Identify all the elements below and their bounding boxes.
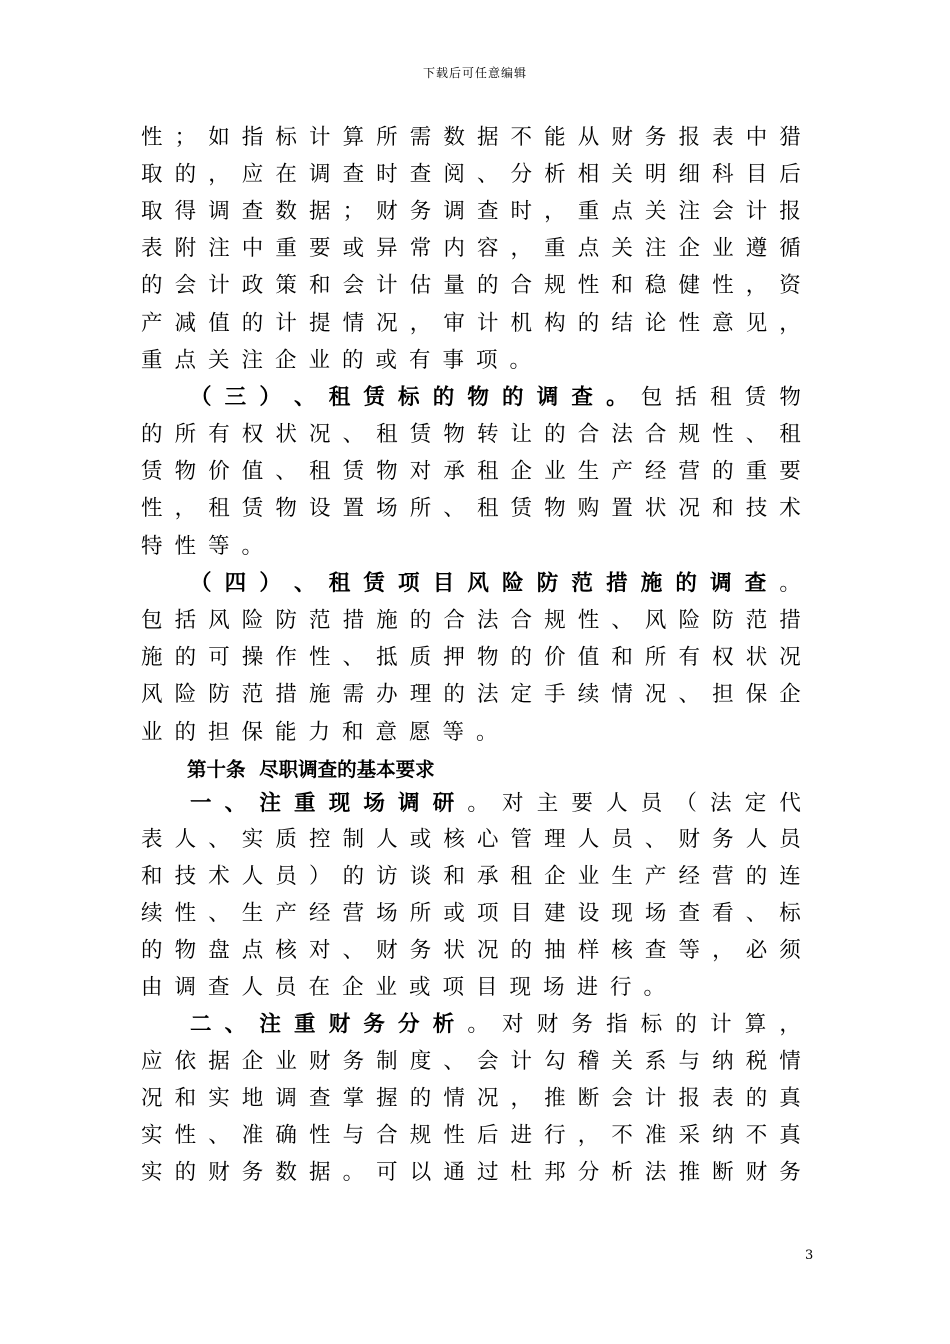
page-number: 3: [805, 1248, 814, 1263]
body-line: 取 的 ， 应 在 调 查 时 查 阅 、 分 析 相 关 明 细 科 目 后: [141, 162, 801, 187]
body-line: 特性等。: [141, 534, 276, 559]
section-heading-line: 一 、 注 重 现 场 调 研 。 对 主 要 人 员 （ 法 定 代: [190, 791, 801, 816]
body-line: 的 会 计 政 策 和 会 计 估 量 的 合 规 性 和 稳 健 性 ， 资: [141, 273, 801, 298]
page-header: 下载后可任意编辑: [422, 66, 527, 80]
body-line: 应 依 据 企 业 财 务 制 度 、 会 计 勾 稽 关 系 与 纳 税 情: [141, 1049, 801, 1074]
body-line: 实 性 、 准 确 性 与 合 规 性 后 进 行 ， 不 准 采 纳 不 真: [141, 1123, 801, 1148]
body-line: 重点关注企业的或有事项。: [141, 348, 544, 373]
article-heading: 第十条 尽职调查的基本要求: [187, 758, 435, 781]
body-line: 续 性 、 生 产 经 营 场 所 或 项 目 建 设 现 场 查 看 、 标: [141, 901, 801, 926]
body-line: 况 和 实 地 调 查 掌 握 的 情 况 ， 推 断 会 计 报 表 的 真: [141, 1086, 801, 1111]
body-line: 赁 物 价 值 、 租 赁 物 对 承 租 企 业 生 产 经 营 的 重 要: [141, 459, 801, 484]
body-line: 施 的 可 操 作 性 、 抵 质 押 物 的 价 值 和 所 有 权 状 况: [141, 645, 801, 670]
body-line: 性 ， 租 赁 物 设 置 场 所 、 租 赁 物 购 置 状 况 和 技 术: [141, 496, 801, 521]
body-line: 产 减 值 的 计 提 情 况 ， 审 计 机 构 的 结 论 性 意 见 ，: [141, 311, 801, 336]
body-line: 风 险 防 范 措 施 需 办 理 的 法 定 手 续 情 况 、 担 保 企: [141, 682, 801, 707]
body-line: 和 技 术 人 员 ） 的 访 谈 和 承 租 企 业 生 产 经 营 的 连: [141, 864, 801, 889]
body-line: 包 括 风 险 防 范 措 施 的 合 法 合 规 性 、 风 险 防 范 措: [141, 608, 801, 633]
body-line: 表 附 注 中 重 要 或 异 常 内 容 ， 重 点 关 注 企 业 遵 循: [141, 236, 801, 261]
section-heading-line: （ 四 ） 、 租 赁 项 目 风 险 防 范 措 施 的 调 查 。: [190, 571, 801, 596]
body-line: 表 人 、 实 质 控 制 人 或 核 心 管 理 人 员 、 财 务 人 员: [141, 827, 801, 852]
body-line: 取 得 调 查 数 据 ； 财 务 调 查 时 ， 重 点 关 注 会 计 报: [141, 199, 801, 224]
body-line: 的 物 盘 点 核 对 、 财 务 状 况 的 抽 样 核 查 等 ， 必 须: [141, 938, 801, 963]
body-line: 实 的 财 务 数 据 。 可 以 通 过 杜 邦 分 析 法 推 断 财 务: [141, 1160, 801, 1185]
body-line: 性 ； 如 指 标 计 算 所 需 数 据 不 能 从 财 务 报 表 中 猎: [141, 125, 801, 150]
body-line: 的 所 有 权 状 况 、 租 赁 物 转 让 的 合 法 合 规 性 、 租: [141, 422, 801, 447]
section-heading-line: （ 三 ） 、 租 赁 标 的 物 的 调 查 。 包 括 租 赁 物: [190, 385, 801, 410]
body-line: 由调查人员在企业或项目现场进行。: [141, 975, 678, 1000]
body-line: 业的担保能力和意愿等。: [141, 720, 510, 745]
section-heading-line: 二 、 注 重 财 务 分 析 。 对 财 务 指 标 的 计 算 ，: [190, 1012, 801, 1037]
